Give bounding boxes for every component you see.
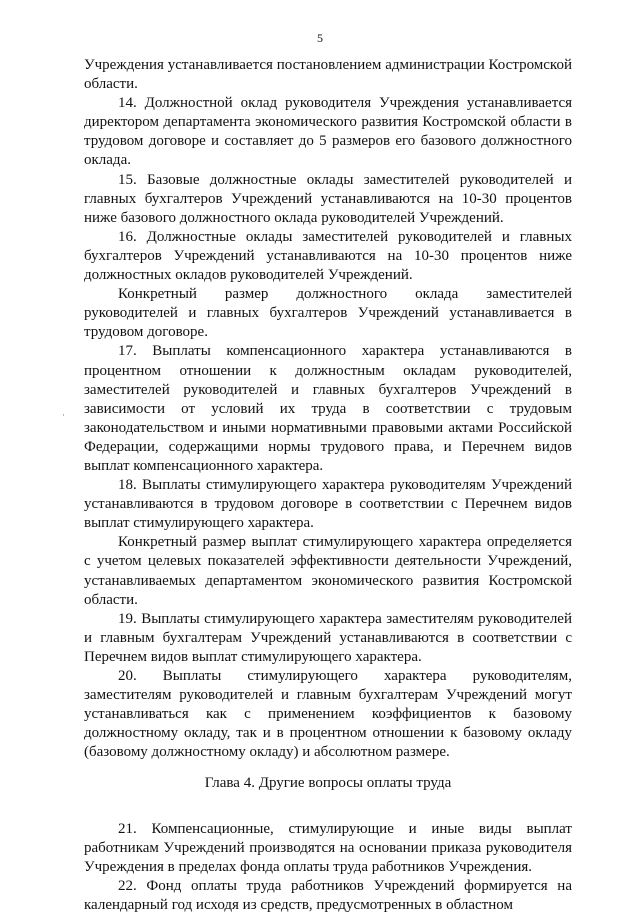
paragraph-14: 14. Должностной оклад руководителя Учреждения устанавливается директором департамента экономического развития Костромской области в трудовом договоре и составляет до 5 размеров его базового должностного оклада. [84, 95, 572, 169]
paragraph-20: 20. Выплаты стимулирующего характера руководителям, заместителям руководителей и главным бухгалтерам Учреждений могут устанавливаться как с применением коэффициентов к базовому должностному окладу, так и в процентном отношении к базовому окладу (базовому должностному окладу) и абсолютном размере. [84, 668, 572, 761]
chapter-heading: Глава 4. Другие вопросы оплаты труда [204, 775, 452, 792]
paragraph-15: 15. Базовые должностные оклады заместителей руководителей и главных бухгалтеров Учреждений устанавливаются на 10-30 процентов ниже базового должностного оклада руководителей Учреждений. [84, 171, 572, 226]
paragraph-16: 16. Должностные оклады заместителей руководителей и главных бухгалтеров Учреждений устанавливаются на 10-30 процентов ниже должностных окладов руководителей Учреждений. [84, 228, 572, 284]
paragraph-18-specific-amount: Конкретный размер выплат стимулирующего характера определяется с учетом целевых показателей эффективности деятельности Учреждений, устанавливаемых департаментом экономического развития Костромской области. [84, 534, 572, 608]
paragraph-19: 19. Выплаты стимулирующего характера заместителям руководителей и главным бухгалтерам Учреждений устанавливаются в соответствии с Перечнем видов выплат стимулирующего характера. [84, 610, 572, 665]
page-number: 5 [317, 31, 323, 45]
paragraph-18: 18. Выплаты стимулирующего характера руководителям Учреждений устанавливаются в трудовом договоре в соответствии с Перечнем видов выплат стимулирующего характера. [84, 477, 572, 532]
paragraph-16-specific-salary: Конкретный размер должностного оклада заместителей руководителей и главных бухгалтеров Учреждений устанавливается в трудовом договоре. [84, 286, 572, 341]
paragraph-continuation: Учреждения устанавливается постановлением администрации Костромской области. [84, 57, 572, 93]
paragraph-21: 21. Компенсационные, стимулирующие и иные виды выплат работникам Учреждений производятся на основании приказа руководителя Учреждения в пределах фонда оплаты труда работников Учреждения. [84, 820, 572, 875]
paragraph-17: 17. Выплаты компенсационного характера устанавливаются в процентном отношении к должностным окладам руководителей, заместителей руководителей и главных бухгалтеров Учреждений в зависимости от условий их труда в соответствии с трудовым законодательством и иными нормативными правовыми актами Российской Федерации, содержащими нормы трудового права, и Перечнем видов выплат компенсационного характера. [84, 343, 572, 474]
paragraph-22: 22. Фонд оплаты труда работников Учреждений формируется на календарный год исходя из средств, предусмотренных в областном [84, 877, 572, 913]
document-body [84, 56, 572, 915]
margin-mark: · [62, 410, 65, 420]
